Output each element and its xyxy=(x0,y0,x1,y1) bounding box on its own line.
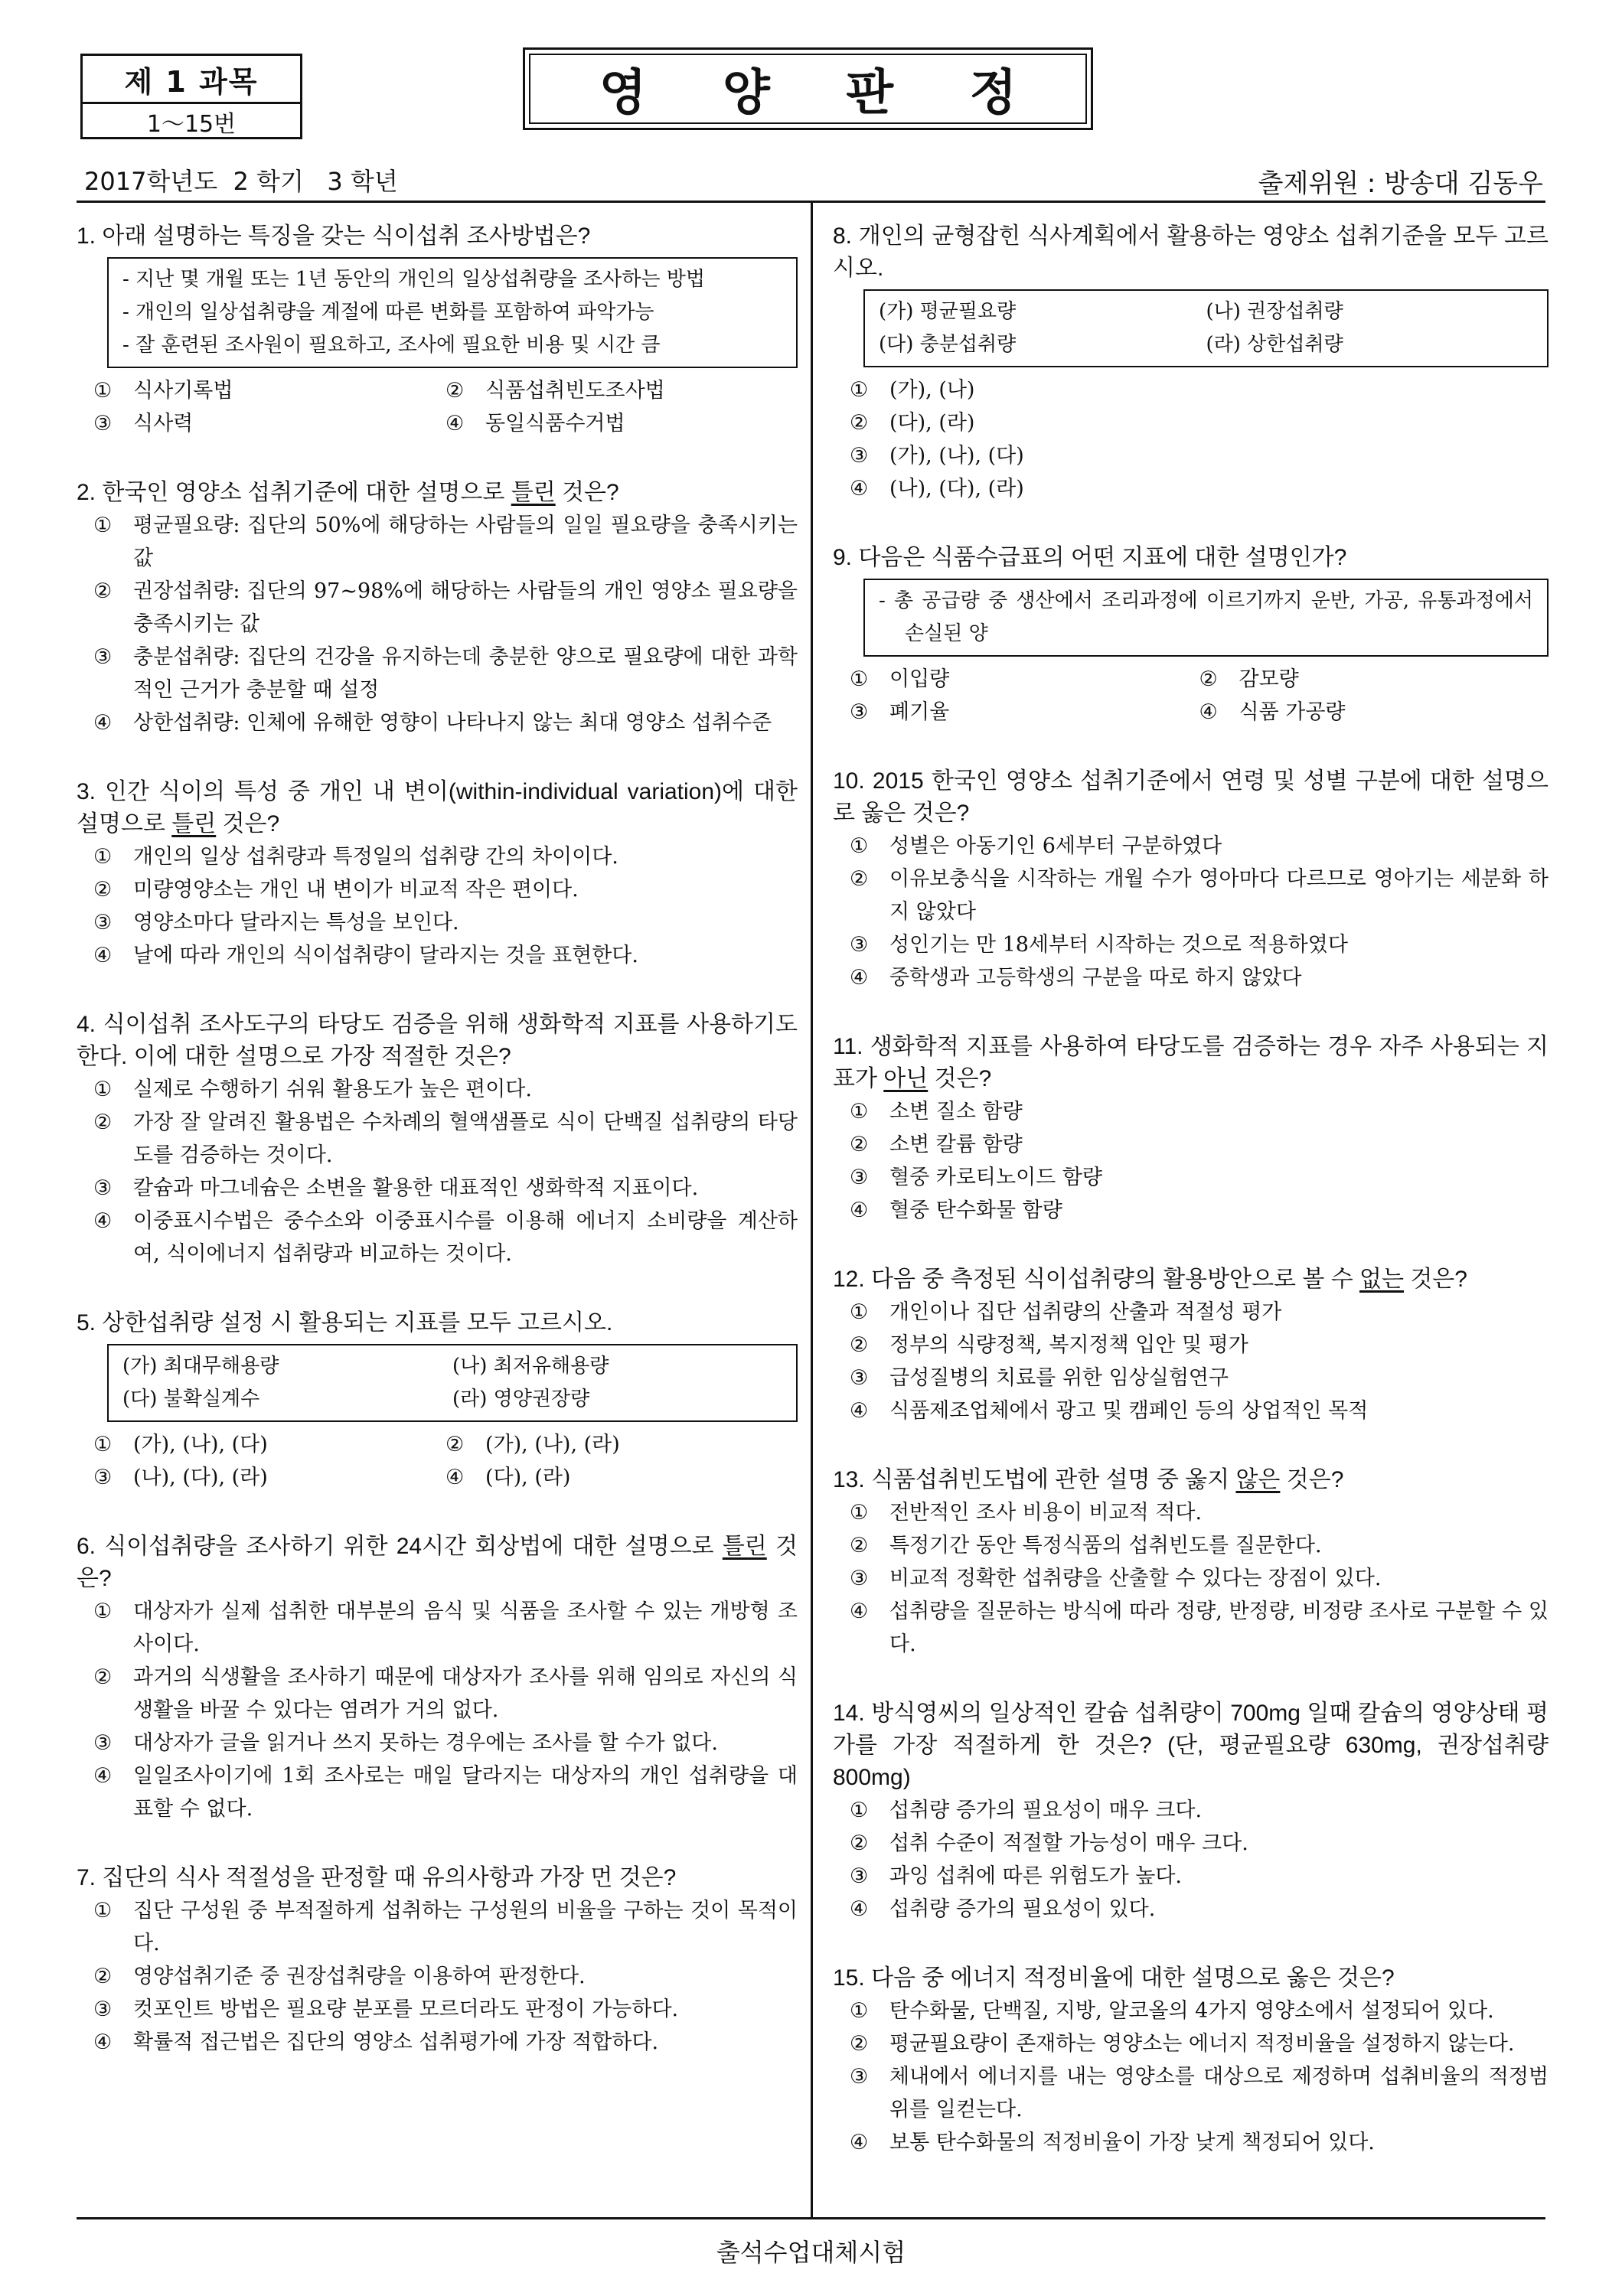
option-text: (나), (다), (라) xyxy=(889,477,1024,501)
option-marker: ① xyxy=(93,1600,113,1623)
option-text: 섭취 수준이 적절할 가능성이 매우 크다. xyxy=(889,1831,1248,1855)
option-marker: ② xyxy=(445,1433,465,1456)
option-marker: ③ xyxy=(93,1466,113,1489)
option-marker: ① xyxy=(93,1899,113,1923)
option-marker: ① xyxy=(850,667,869,691)
condition-item: (가) 평균필요량 xyxy=(879,300,1017,323)
answer-option[interactable] xyxy=(850,439,1549,472)
answer-option[interactable] xyxy=(850,1827,1549,1860)
question-text xyxy=(833,1264,1549,1296)
option-marker: ④ xyxy=(445,1466,465,1489)
condition-item: (다) 충분섭취량 xyxy=(879,333,1017,356)
condition-item: (라) 상한섭취량 xyxy=(1206,333,1343,356)
option-text: 성인기는 만 18세부터 시작하는 것으로 적용하였다 xyxy=(889,933,1348,957)
option-marker: ④ xyxy=(93,2030,113,2054)
option-text: 섭취량을 질문하는 방식에 따라 정량, 반정량, 비정량 조사로 구분할 수 있다. xyxy=(889,1600,1549,1656)
option-text: 날에 따라 개인의 식이섭취량이 달라지는 것을 표현한다. xyxy=(133,944,638,967)
question-number: 6. xyxy=(77,1534,96,1559)
answer-option[interactable] xyxy=(445,1461,798,1494)
emphasis-word: 틀린 xyxy=(171,811,217,837)
answer-option[interactable] xyxy=(445,374,798,407)
option-text: 동일식품수거법 xyxy=(485,412,625,435)
option-marker: ① xyxy=(850,1999,869,2023)
question-number: 9. xyxy=(833,545,853,570)
answer-option[interactable] xyxy=(93,840,798,873)
option-text: 실제로 수행하기 쉬워 활용도가 높은 편이다. xyxy=(133,1078,532,1101)
question-text xyxy=(77,1531,798,1595)
option-marker: ① xyxy=(850,378,869,402)
question-stem-tail: 것은? xyxy=(1280,1467,1344,1492)
option-text: 대상자가 글을 읽거나 쓰지 못하는 경우에는 조사를 할 수가 없다. xyxy=(133,1731,718,1755)
option-marker: ② xyxy=(1199,667,1218,691)
answer-option[interactable] xyxy=(850,1893,1549,1926)
question-stem: 방식영씨의 일상적인 칼슘 섭취량이 700mg 일때 칼슘의 영양상태 평가를 가장 적절하게 한 것은? (단, 평균필요량 630mg, 권장섭취량 800mg) xyxy=(833,1701,1549,1790)
question-13 xyxy=(833,1464,1549,1661)
option-text: 탄수화물, 단백질, 지방, 알코올의 4가지 영양소에서 설정되어 있다. xyxy=(889,1999,1494,2023)
answer-options xyxy=(93,509,798,739)
answer-option[interactable] xyxy=(850,1128,1549,1161)
footer-text: 출석수업대체시험 xyxy=(716,2238,906,2267)
option-text: 혈중 카로티노이드 함량 xyxy=(889,1166,1102,1189)
option-marker: ③ xyxy=(850,1864,869,1888)
condition-box xyxy=(107,257,798,368)
option-marker: ① xyxy=(850,834,869,858)
condition-box xyxy=(863,579,1549,657)
option-text: 대상자가 실제 섭취한 대부분의 음식 및 식품을 조사할 수 있는 개방형 조사이다. xyxy=(133,1600,798,1656)
condition-box xyxy=(863,289,1549,367)
answer-option[interactable] xyxy=(93,1727,798,1760)
right-column xyxy=(833,220,1549,2196)
option-marker: ② xyxy=(850,1831,869,1855)
option-text: 혈중 탄수화물 함량 xyxy=(889,1199,1062,1222)
question-3 xyxy=(77,776,798,972)
question-number: 15. xyxy=(833,1965,865,1991)
option-text: 폐기율 xyxy=(889,700,950,724)
option-text: 미량영양소는 개인 내 변이가 비교적 작은 편이다. xyxy=(133,878,579,902)
question-number: 10. xyxy=(833,768,865,794)
answer-option[interactable] xyxy=(93,1993,798,2026)
answer-option[interactable] xyxy=(850,1994,1549,2027)
answer-option[interactable] xyxy=(445,1428,798,1461)
question-number: 12. xyxy=(833,1267,865,1292)
answer-option[interactable] xyxy=(1199,663,1549,696)
option-marker: ③ xyxy=(850,2065,869,2089)
option-text: (가), (나), (라) xyxy=(485,1433,620,1456)
condition-box xyxy=(107,1344,798,1422)
option-text: 이중표시수법은 중수소와 이중표시수를 이용해 에너지 소비량을 계산하여, 식이에너지 섭취량과 비교하는 것이다. xyxy=(133,1209,798,1266)
option-marker: ② xyxy=(445,379,465,403)
left-column xyxy=(77,220,798,2095)
answer-option[interactable] xyxy=(93,1428,445,1461)
condition-item: (나) 최저유해용량 xyxy=(452,1355,609,1378)
question-text xyxy=(833,1031,1549,1095)
subject-box xyxy=(80,54,302,139)
answer-option[interactable] xyxy=(93,374,445,407)
answer-option[interactable] xyxy=(93,1106,798,1172)
condition-item: (다) 불확실계수 xyxy=(122,1388,260,1411)
question-text xyxy=(833,220,1549,285)
option-marker: ② xyxy=(93,878,113,902)
question-stem: 다음은 식품수급표의 어떤 지표에 대한 설명인가? xyxy=(858,545,1347,570)
option-text: 식사력 xyxy=(133,412,194,435)
question-stem: 식이섭취 조사도구의 타당도 검증을 위해 생화학적 지표를 사용하기도 한다. 이에 대한 설명으로 가장 적절한 것은? xyxy=(77,1012,798,1069)
option-marker: ① xyxy=(850,1799,869,1822)
question-text xyxy=(77,1862,798,1894)
option-marker: ③ xyxy=(93,1176,113,1200)
question-2 xyxy=(77,477,798,739)
exam-title xyxy=(529,54,1087,124)
option-marker: ② xyxy=(93,1665,113,1689)
question-6 xyxy=(77,1531,798,1825)
condition-item: (가) 최대무해용량 xyxy=(122,1355,279,1378)
answer-option[interactable] xyxy=(850,472,1549,505)
title-char: 정 xyxy=(969,64,1017,122)
question-text xyxy=(833,542,1549,574)
option-marker: ④ xyxy=(93,1209,113,1233)
answer-option[interactable] xyxy=(850,663,1199,696)
question-11 xyxy=(833,1031,1549,1227)
option-text: 섭취량 증가의 필요성이 매우 크다. xyxy=(889,1799,1203,1822)
option-text: 식품 가공량 xyxy=(1239,700,1346,724)
question-number: 2. xyxy=(77,480,96,505)
answer-options xyxy=(93,1894,798,2059)
condition-item: - 총 공급량 중 생산에서 조리과정에 이르기까지 운반, 가공, 유통과정에서 손실된 양 xyxy=(879,589,1533,645)
option-text: 체내에서 에너지를 내는 영양소를 대상으로 제정하며 섭취비율의 적정범위를 일컫는다. xyxy=(889,2065,1549,2122)
condition-item: - 지난 몇 개월 또는 1년 동안의 개인의 일상섭취량을 조사하는 방법 xyxy=(122,268,705,291)
emphasis-word: 없는 xyxy=(1359,1267,1404,1292)
answer-option[interactable] xyxy=(850,1529,1549,1562)
option-text: 일일조사이기에 1회 조사로는 매일 달라지는 대상자의 개인 섭취량을 대표할 수 없다. xyxy=(133,1764,798,1821)
option-text: 비교적 정확한 섭취량을 산출할 수 있다는 장점이 있다. xyxy=(889,1567,1382,1590)
answer-option[interactable] xyxy=(850,406,1549,439)
option-text: 급성질병의 치료를 위한 임상실험연구 xyxy=(889,1366,1229,1390)
answer-option[interactable] xyxy=(850,1296,1549,1329)
option-text: 컷포인트 방법은 필요량 분포를 모르더라도 판정이 가능하다. xyxy=(133,1998,679,2021)
question-1 xyxy=(77,220,798,440)
option-text: 식품섭취빈도조사법 xyxy=(485,379,665,403)
option-text: 충분섭취량: 집단의 건강을 유지하는데 충분한 양으로 필요량에 대한 과학적인 근거가 충분할 때 설정 xyxy=(133,645,798,702)
answer-option[interactable] xyxy=(850,1194,1549,1227)
question-8 xyxy=(833,220,1549,505)
answer-options xyxy=(93,1073,798,1270)
option-text: (가), (나), (다) xyxy=(889,444,1024,468)
question-14 xyxy=(833,1698,1549,1926)
question-12 xyxy=(833,1264,1549,1427)
option-marker: ② xyxy=(850,867,869,891)
option-text: 집단 구성원 중 부적절하게 섭취하는 구성원의 비율을 구하는 것이 목적이다. xyxy=(133,1899,798,1955)
answer-option[interactable] xyxy=(850,1394,1549,1427)
option-marker: ② xyxy=(850,1133,869,1156)
question-stem: 식품섭취빈도법에 관한 설명 중 옳지 xyxy=(871,1467,1236,1492)
option-marker: ① xyxy=(850,1501,869,1525)
option-marker: ④ xyxy=(445,412,465,435)
option-marker: ④ xyxy=(93,944,113,967)
question-stem: 다음 중 측정된 식이섭취량의 활용방안으로 볼 수 xyxy=(871,1267,1360,1292)
option-text: 이입량 xyxy=(889,667,950,691)
question-stem: 2015 한국인 영양소 섭취기준에서 연령 및 성별 구분에 대한 설명으로 옳은 것은? xyxy=(833,768,1549,826)
option-marker: ① xyxy=(850,1300,869,1324)
question-text xyxy=(833,765,1549,830)
subject-range: 1～15번 xyxy=(146,111,237,138)
question-number: 5. xyxy=(77,1310,96,1336)
option-marker: ① xyxy=(93,379,113,403)
option-marker: ③ xyxy=(850,1567,869,1590)
option-text: 과잉 섭취에 따른 위험도가 높다. xyxy=(889,1864,1182,1888)
title-char: 양 xyxy=(722,64,770,122)
answer-option[interactable] xyxy=(445,407,798,440)
answer-options xyxy=(850,1794,1549,1926)
question-number: 13. xyxy=(833,1467,865,1492)
answer-option[interactable] xyxy=(850,1562,1549,1595)
option-marker: ③ xyxy=(850,444,869,468)
option-marker: ④ xyxy=(1199,700,1218,724)
answer-options xyxy=(850,830,1549,994)
option-marker: ① xyxy=(93,1433,113,1456)
answer-option[interactable] xyxy=(850,1161,1549,1194)
answer-option[interactable] xyxy=(93,939,798,972)
option-marker: ② xyxy=(93,579,113,603)
answer-option[interactable] xyxy=(93,2026,798,2059)
option-text: 상한섭취량: 인체에 유해한 영향이 나타나지 않는 최대 영양소 섭취수준 xyxy=(133,711,772,735)
answer-option[interactable] xyxy=(93,1073,798,1106)
option-text: 가장 잘 알려진 활용법은 수차례의 혈액샘플로 식이 단백질 섭취량의 타당도를 검증하는 것이다. xyxy=(133,1110,798,1167)
emphasis-word: 틀린 xyxy=(722,1534,767,1559)
option-marker: ③ xyxy=(93,1731,113,1755)
option-marker: ③ xyxy=(850,1166,869,1189)
exam-title-box xyxy=(523,47,1093,130)
option-marker: ① xyxy=(93,1078,113,1101)
option-marker: ② xyxy=(850,411,869,435)
option-text: 정부의 식량정책, 복지정책 입안 및 평가 xyxy=(889,1333,1248,1357)
question-7 xyxy=(77,1862,798,2059)
question-number: 7. xyxy=(77,1865,96,1890)
answer-option[interactable] xyxy=(93,1172,798,1205)
question-stem: 식이섭취량을 조사하기 위한 24시간 회상법에 대한 설명으로 xyxy=(104,1534,723,1559)
condition-item: (나) 권장섭취량 xyxy=(1206,300,1343,323)
answer-option[interactable] xyxy=(850,2027,1549,2060)
option-text: (나), (다), (라) xyxy=(133,1466,268,1489)
answer-option[interactable] xyxy=(850,1595,1549,1661)
answer-option[interactable] xyxy=(850,373,1549,406)
option-marker: ④ xyxy=(850,477,869,501)
option-marker: ④ xyxy=(93,1764,113,1788)
question-number: 3. xyxy=(77,779,96,804)
question-stem: 상한섭취량 설정 시 활용되는 지표를 모두 고르시오. xyxy=(102,1310,613,1336)
answer-option[interactable] xyxy=(93,906,798,939)
option-marker: ① xyxy=(93,514,113,537)
question-number: 8. xyxy=(833,223,853,249)
question-stem: 다음 중 에너지 적정비율에 대한 설명으로 옳은 것은? xyxy=(871,1965,1395,1991)
answer-options xyxy=(93,1595,798,1825)
answer-options xyxy=(93,1428,798,1494)
option-marker: ② xyxy=(850,2032,869,2056)
title-char: 판 xyxy=(846,64,894,122)
answer-option[interactable] xyxy=(850,696,1199,729)
answer-options xyxy=(850,663,1549,729)
answer-option[interactable] xyxy=(850,1095,1549,1128)
option-text: (가), (나), (다) xyxy=(133,1433,268,1456)
term-info: 2017학년도 2 학기 3 학년 xyxy=(84,167,398,196)
option-text: 영양소마다 달라지는 특성을 보인다. xyxy=(133,911,459,934)
question-stem-tail: 것은? xyxy=(928,1066,992,1091)
answer-option[interactable] xyxy=(850,2060,1549,2126)
option-text: 식사기록법 xyxy=(133,379,233,403)
question-number: 4. xyxy=(77,1012,96,1037)
option-text: 평균필요량: 집단의 50%에 해당하는 사람들의 일일 필요량을 충족시키는 값 xyxy=(133,514,798,570)
answer-options xyxy=(850,1496,1549,1661)
question-stem: 집단의 식사 적절성을 판정할 때 유의사항과 가장 먼 것은? xyxy=(102,1865,677,1890)
answer-option[interactable] xyxy=(850,1362,1549,1394)
option-text: 성별은 아동기인 6세부터 구분하였다 xyxy=(889,834,1222,858)
option-marker: ③ xyxy=(93,645,113,669)
answer-option[interactable] xyxy=(93,509,798,575)
question-stem: 인간 식이의 특성 중 개인 내 변이(within-individual variation)에 대한 설명으로 xyxy=(77,779,798,837)
option-marker: ④ xyxy=(850,966,869,990)
option-marker: ② xyxy=(93,1110,113,1134)
condition-item: - 개인의 일상섭취량을 계절에 따른 변화를 포함하여 파악가능 xyxy=(122,301,654,324)
answer-option[interactable] xyxy=(93,1661,798,1727)
question-stem-tail: 것은? xyxy=(77,1534,798,1591)
option-marker: ② xyxy=(93,1965,113,1988)
option-text: 중학생과 고등학생의 구분을 따로 하지 않았다 xyxy=(889,966,1302,990)
answer-options xyxy=(850,1296,1549,1427)
answer-option[interactable] xyxy=(850,961,1549,994)
question-15 xyxy=(833,1962,1549,2159)
option-text: 개인이나 집단 섭취량의 산출과 적절성 평가 xyxy=(889,1300,1282,1324)
answer-option[interactable] xyxy=(850,830,1549,863)
question-text xyxy=(77,477,798,509)
answer-option[interactable] xyxy=(93,873,798,906)
answer-option[interactable] xyxy=(93,1205,798,1270)
option-text: 감모량 xyxy=(1239,667,1299,691)
question-text xyxy=(833,1962,1549,1994)
answer-options xyxy=(93,374,798,440)
footer-rule xyxy=(77,2217,1545,2219)
answer-option[interactable] xyxy=(850,1496,1549,1529)
answer-option[interactable] xyxy=(850,2126,1549,2159)
option-text: 권장섭취량: 집단의 97∼98%에 해당하는 사람들의 개인 영양소 필요량을 충족시키는 값 xyxy=(133,579,798,636)
answer-option[interactable] xyxy=(93,1894,798,1960)
option-marker: ② xyxy=(850,1534,869,1557)
answer-option[interactable] xyxy=(850,1794,1549,1827)
option-marker: ④ xyxy=(850,1600,869,1623)
answer-option[interactable] xyxy=(93,1595,798,1661)
option-text: 칼슘과 마그네슘은 소변을 활용한 대표적인 생화학적 지표이다. xyxy=(133,1176,699,1200)
answer-option[interactable] xyxy=(850,1860,1549,1893)
option-marker: ① xyxy=(850,1100,869,1124)
answer-options xyxy=(850,373,1549,505)
answer-option[interactable] xyxy=(850,928,1549,961)
option-marker: ③ xyxy=(850,1366,869,1390)
question-text xyxy=(77,776,798,840)
question-stem: 한국인 영양소 섭취기준에 대한 설명으로 xyxy=(102,480,511,505)
answer-options xyxy=(93,840,798,972)
condition-item: (라) 영양권장량 xyxy=(452,1388,590,1411)
option-text: 전반적인 조사 비용이 비교적 적다. xyxy=(889,1501,1203,1525)
question-10 xyxy=(833,765,1549,994)
option-marker: ③ xyxy=(850,700,869,724)
option-text: (다), (라) xyxy=(485,1466,571,1489)
question-9 xyxy=(833,542,1549,729)
question-5 xyxy=(77,1307,798,1494)
answer-option[interactable] xyxy=(93,407,445,440)
question-text xyxy=(833,1464,1549,1496)
option-marker: ④ xyxy=(850,1199,869,1222)
subject-label: 제 1 과목 xyxy=(83,56,300,104)
emphasis-word: 아닌 xyxy=(883,1066,928,1091)
answer-option[interactable] xyxy=(93,1461,445,1494)
option-marker: ① xyxy=(93,845,113,869)
answer-option[interactable] xyxy=(93,1760,798,1825)
question-number: 14. xyxy=(833,1701,865,1726)
option-marker: ④ xyxy=(93,711,113,735)
option-text: (가), (나) xyxy=(889,378,975,402)
question-stem: 생화학적 지표를 사용하여 타당도를 검증하는 경우 자주 사용되는 지표가 xyxy=(833,1034,1549,1091)
option-marker: ③ xyxy=(850,933,869,957)
question-text xyxy=(833,1698,1549,1794)
question-stem: 아래 설명하는 특징을 갖는 식이섭취 조사방법은? xyxy=(102,223,591,249)
answer-option[interactable] xyxy=(850,1329,1549,1362)
option-marker: ③ xyxy=(93,412,113,435)
answer-options xyxy=(850,1095,1549,1227)
option-text: 영양섭취기준 중 권장섭취량을 이용하여 판정한다. xyxy=(133,1965,586,1988)
column-divider xyxy=(811,203,813,2217)
option-text: 소변 칼륨 함량 xyxy=(889,1133,1023,1156)
answer-option[interactable] xyxy=(1199,696,1549,729)
question-4 xyxy=(77,1009,798,1270)
option-marker: ③ xyxy=(93,911,113,934)
question-stem-tail: 것은? xyxy=(216,811,280,837)
option-text: 이유보충식을 시작하는 개월 수가 영아마다 다르므로 영아기는 세분화 하지 않았다 xyxy=(889,867,1549,924)
emphasis-word: 틀린 xyxy=(511,480,556,505)
answer-option[interactable] xyxy=(93,641,798,706)
question-number: 1. xyxy=(77,223,96,249)
option-text: 식품제조업체에서 광고 및 캠페인 등의 상업적인 목적 xyxy=(889,1399,1369,1423)
question-text xyxy=(77,1009,798,1073)
question-stem-tail: 것은? xyxy=(1403,1267,1467,1292)
condition-item: - 잘 훈련된 조사원이 필요하고, 조사에 필요한 비용 및 시간 큼 xyxy=(122,334,661,357)
title-char: 영 xyxy=(599,64,647,122)
answer-option[interactable] xyxy=(93,1960,798,1993)
question-text xyxy=(77,220,798,253)
author-info: 출제위원 : 방송대 김동우 xyxy=(1258,168,1543,199)
emphasis-word: 않은 xyxy=(1235,1467,1281,1492)
question-number: 11. xyxy=(833,1034,863,1059)
option-text: 보통 탄수화물의 적정비율이 가장 낮게 책정되어 있다. xyxy=(889,2131,1375,2154)
option-text: 개인의 일상 섭취량과 특정일의 섭취량 간의 차이이다. xyxy=(133,845,618,869)
option-text: 특정기간 동안 특정식품의 섭취빈도를 질문한다. xyxy=(889,1534,1322,1557)
option-text: 소변 질소 함량 xyxy=(889,1100,1023,1124)
answer-options xyxy=(850,1994,1549,2159)
option-marker: ② xyxy=(850,1333,869,1357)
question-stem: 개인의 균형잡힌 식사계획에서 활용하는 영양소 섭취기준을 모두 고르시오. xyxy=(833,223,1549,281)
answer-option[interactable] xyxy=(93,575,798,641)
option-marker: ④ xyxy=(850,1897,869,1921)
option-text: 평균필요량이 존재하는 영양소는 에너지 적정비율을 설정하지 않는다. xyxy=(889,2032,1515,2056)
answer-option[interactable] xyxy=(93,706,798,739)
question-text xyxy=(77,1307,798,1339)
option-text: 섭취량 증가의 필요성이 있다. xyxy=(889,1897,1156,1921)
question-stem-tail: 것은? xyxy=(555,480,619,505)
option-marker: ③ xyxy=(93,1998,113,2021)
answer-option[interactable] xyxy=(850,863,1549,928)
option-marker: ④ xyxy=(850,2131,869,2154)
option-text: (다), (라) xyxy=(889,411,975,435)
option-marker: ④ xyxy=(850,1399,869,1423)
option-text: 확률적 접근법은 집단의 영양소 섭취평가에 가장 적합하다. xyxy=(133,2030,659,2054)
option-text: 과거의 식생활을 조사하기 때문에 대상자가 조사를 위해 임의로 자신의 식생활을 바꿀 수 있다는 염려가 거의 없다. xyxy=(133,1665,798,1722)
